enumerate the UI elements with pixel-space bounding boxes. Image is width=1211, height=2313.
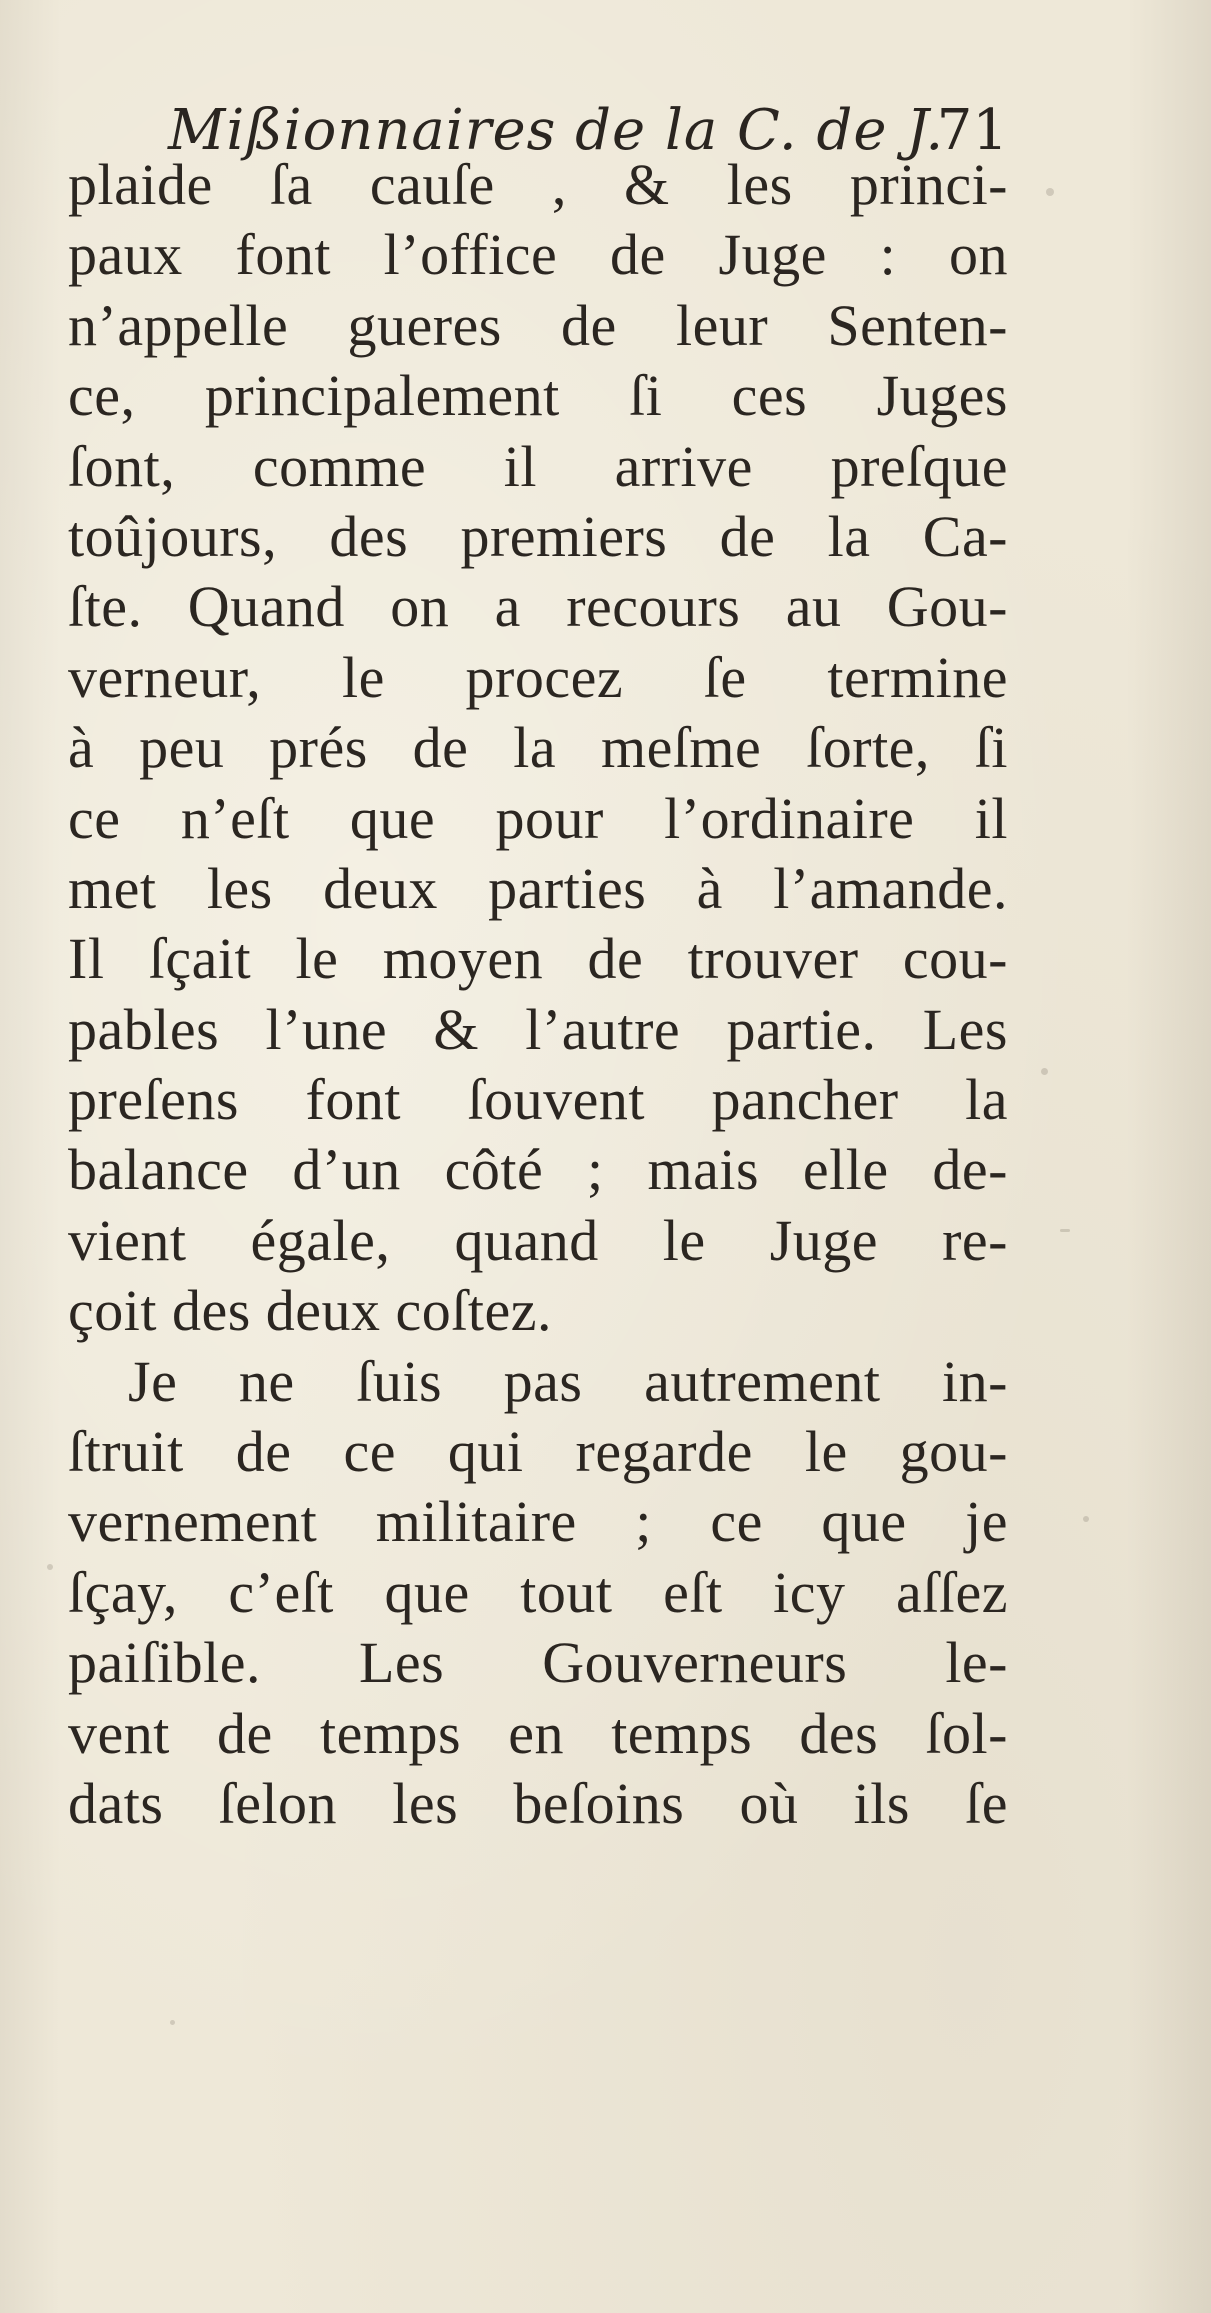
running-title: Mißionnaires de la C. de J. — [168, 98, 945, 163]
paper-speck — [1083, 1516, 1089, 1522]
text-line: Je ne ſuis pas autrement in- — [128, 1348, 1008, 1414]
text-line: toûjours, des premiers de la Ca- — [68, 503, 1008, 569]
text-line: ce, principalement ſi ces Juges — [68, 363, 1008, 429]
text-line: paux font l’office de Juge : on — [68, 222, 1008, 288]
paper-speck — [1046, 188, 1054, 196]
text-line: vient égale, quand le Juge re- — [68, 1207, 1008, 1273]
text-line: ſtruit de ce qui regarde le gou- — [68, 1419, 1008, 1485]
text-line: vent de temps en temps des ſol- — [68, 1700, 1008, 1766]
text-line: met les deux parties à l’amande. — [68, 855, 1008, 921]
text-line: paiſible. Les Gouverneurs le- — [68, 1630, 1008, 1696]
paper-speck — [47, 1564, 53, 1570]
text-line: ſont, comme il arrive preſque — [68, 433, 1008, 499]
body-text — [68, 150, 1008, 1839]
page-number: 71 — [936, 98, 1008, 163]
text-line: plaide ſa cauſe , & les princi- — [68, 152, 1008, 217]
text-line: vernement militaire ; ce que je — [68, 1489, 1008, 1555]
text-line: n’appelle gueres de leur Senten- — [68, 292, 1008, 358]
text-line: pables l’une & l’autre partie. Les — [68, 996, 1008, 1062]
text-line: Il ſçait le moyen de trouver cou- — [68, 926, 1008, 992]
text-line: preſens font ſouvent pancher la — [68, 1067, 1008, 1133]
text-line: balance d’un côté ; mais elle de- — [68, 1137, 1008, 1203]
text-line: ce n’eſt que pour l’ordinaire il — [68, 785, 1008, 851]
paper-speck — [170, 2020, 175, 2025]
text-line: dats ſelon les beſoins où ils ſe — [68, 1770, 1008, 1836]
paper-speck — [1060, 1229, 1070, 1232]
text-line: ſte. Quand on a recours au Gou- — [68, 574, 1008, 640]
text-line: à peu prés de la meſme ſorte, ſi — [68, 715, 1008, 781]
text-line: çoit des deux coſtez. — [68, 1278, 552, 1344]
text-line: verneur, le procez ſe termine — [68, 644, 1008, 710]
paper-speck — [1041, 1068, 1048, 1075]
text-line: ſçay, c’eſt que tout eſt icy aſſez — [68, 1559, 1008, 1625]
